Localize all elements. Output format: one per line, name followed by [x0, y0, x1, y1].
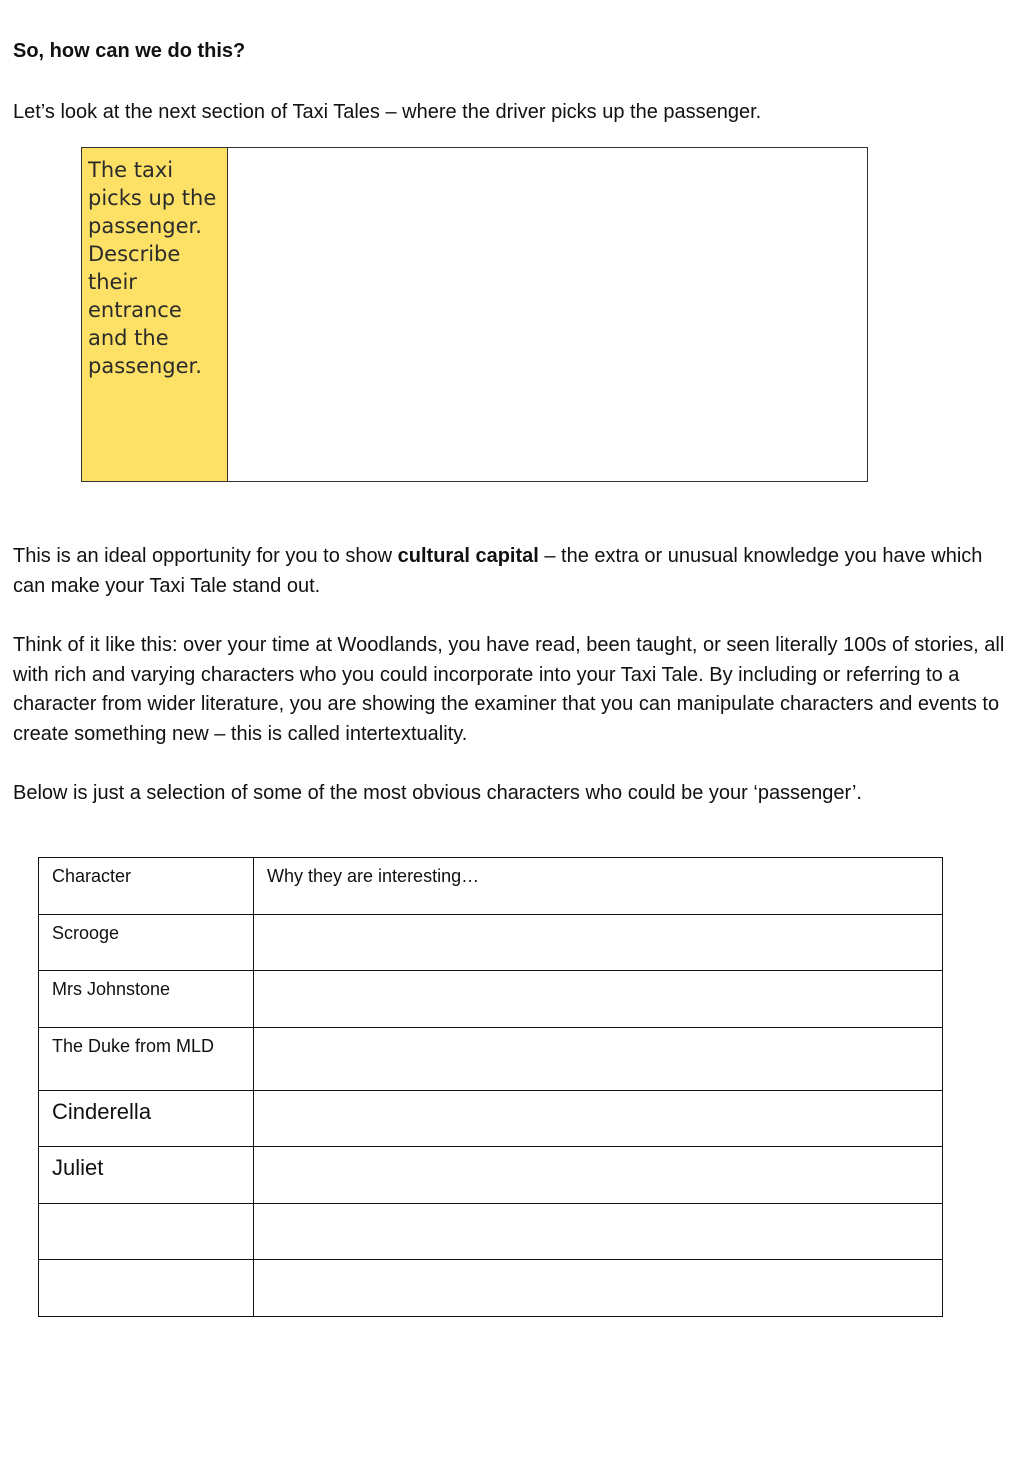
character-cell: Mrs Johnstone: [39, 971, 254, 1028]
character-cell: Juliet: [39, 1147, 254, 1204]
intertextuality-paragraph: Think of it like this: over your time at Woodlands, you have read, been taught, or seen literally 100s of stories, all with rich and varying characters who you could incorporate into your Taxi Tale. By including or referring to a character from wider literature, you are showing the examiner that you can manipulate characters and events to create something new – this is called intertextuality.: [13, 634, 1005, 745]
character-cell: The Duke from MLD: [39, 1027, 254, 1090]
character-cell: Scrooge: [39, 914, 254, 971]
taxi-prompt-label: The taxi picks up the passenger. Describe their entrance and the passenger.: [82, 148, 228, 481]
character-cell[interactable]: [39, 1260, 254, 1317]
table-header-row: [39, 858, 943, 915]
taxi-answer-area[interactable]: [228, 148, 867, 481]
capital-text-after: – the extra or unusual knowledge you have which can make your Taxi Tale stand out.: [13, 545, 983, 597]
taxi-prompt-box: [81, 147, 868, 482]
characters-table: [38, 857, 943, 1317]
section-heading: So, how can we do this?: [13, 40, 246, 62]
selection-paragraph: Below is just a selection of some of the most obvious characters who could be your ‘passenger’.: [13, 782, 862, 804]
character-cell: Cinderella: [39, 1090, 254, 1147]
cultural-capital-paragraph: [13, 542, 1013, 601]
table-row: [39, 914, 943, 971]
why-cell[interactable]: [254, 971, 943, 1028]
why-cell[interactable]: [254, 1027, 943, 1090]
table-row: [39, 1090, 943, 1147]
why-cell[interactable]: [254, 1090, 943, 1147]
capital-text-before: This is an ideal opportunity for you to show: [13, 545, 398, 567]
table-row: [39, 1260, 943, 1317]
why-cell[interactable]: [254, 1260, 943, 1317]
table-row: [39, 1147, 943, 1204]
table-row: [39, 1203, 943, 1260]
table-row: [39, 971, 943, 1028]
why-cell[interactable]: [254, 914, 943, 971]
intro-paragraph: Let’s look at the next section of Taxi Tales – where the driver picks up the passenger.: [13, 101, 762, 123]
header-why: Why they are interesting…: [254, 858, 943, 915]
character-cell[interactable]: [39, 1203, 254, 1260]
table-row: [39, 1027, 943, 1090]
why-cell[interactable]: [254, 1147, 943, 1204]
why-cell[interactable]: [254, 1203, 943, 1260]
header-character: Character: [39, 858, 254, 915]
capital-bold-term: cultural capital: [397, 545, 539, 567]
